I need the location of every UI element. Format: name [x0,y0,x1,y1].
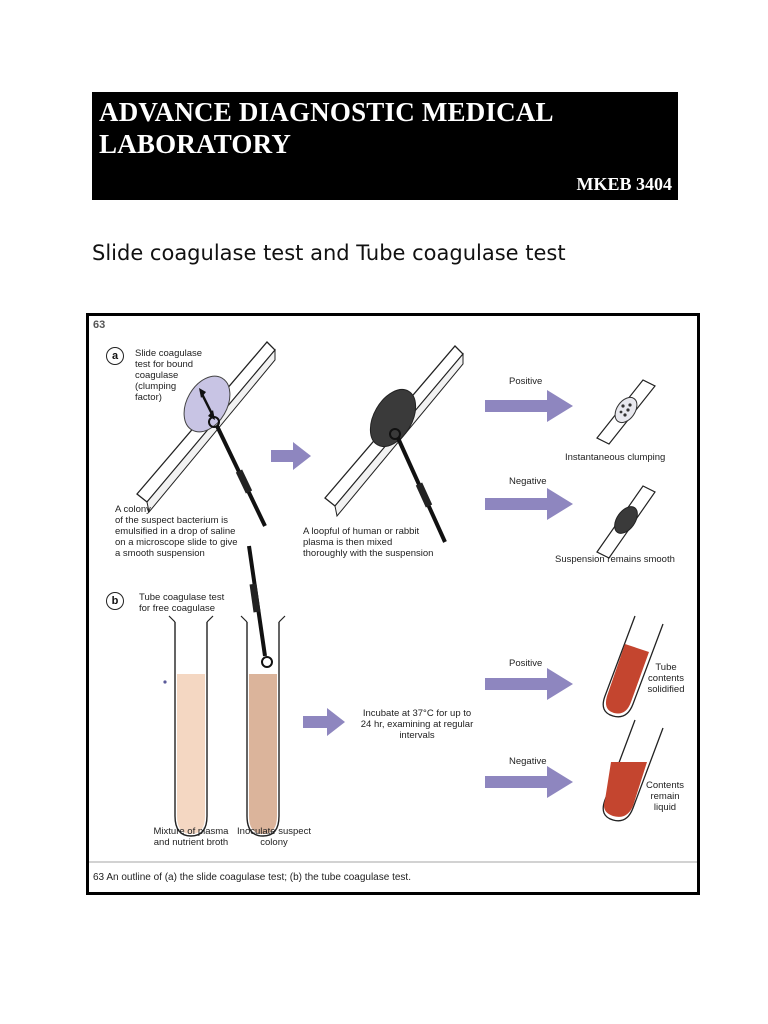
page-subtitle: Slide coagulase test and Tube coagulase test [92,241,566,265]
tube-negative-label: Negative [509,756,547,767]
arrow-right-icon [271,442,311,470]
tube-positive-arrow-icon [485,668,573,700]
part-a-title: Slide coagulase test for bound coagulase (clumping factor) [135,348,203,403]
tube-positive-result: Tube contents solidified [647,662,685,695]
step2-caption: A loopful of human or rabbit plasma is then mixed thoroughly with the suspension [303,526,434,559]
incubate-arrow-icon [303,708,345,736]
positive-slide [597,380,655,444]
negative-arrow-icon [485,488,573,520]
positive-arrow-icon [485,390,573,422]
positive-result: Instantaneous clumping [565,452,666,463]
tube-negative-result: Contents remain liquid [645,780,685,813]
part-b-badge: b [106,592,124,610]
slide-2 [325,346,463,542]
negative-slide [597,486,655,558]
inoculating-loop [249,546,272,667]
tube-1 [163,616,213,836]
figure-caption: 63 An outline of (a) the slide coagulase test; (b) the tube coagulase test. [93,872,411,883]
part-a-badge: a [106,347,124,365]
positive-label: Positive [509,376,543,387]
incubate-caption: Incubate at 37°C for up to 24 hr, examining at regular intervals [360,708,474,741]
header-title: ADVANCE DIAGNOSTIC MEDICAL LABORATORY [99,97,553,159]
tube-positive-label: Positive [509,658,543,669]
negative-label: Negative [509,476,547,487]
figure-number: 63 [93,319,106,331]
course-code: MKEB 3404 [576,174,672,194]
tube-negative-arrow-icon [485,766,573,798]
tube2-caption: Inoculate suspect colony [237,826,311,848]
coagulase-figure [86,313,700,895]
negative-result: Suspension remains smooth [555,554,675,565]
header-banner [92,92,678,200]
part-b-title: Tube coagulase test for free coagulase [139,592,225,614]
step1-caption: A colony of the suspect bacterium is emulsified in a drop of saline on a microscope slide to give a smooth suspension [115,504,238,559]
tube1-caption: Mixture of plasma and nutrient broth [153,826,229,848]
